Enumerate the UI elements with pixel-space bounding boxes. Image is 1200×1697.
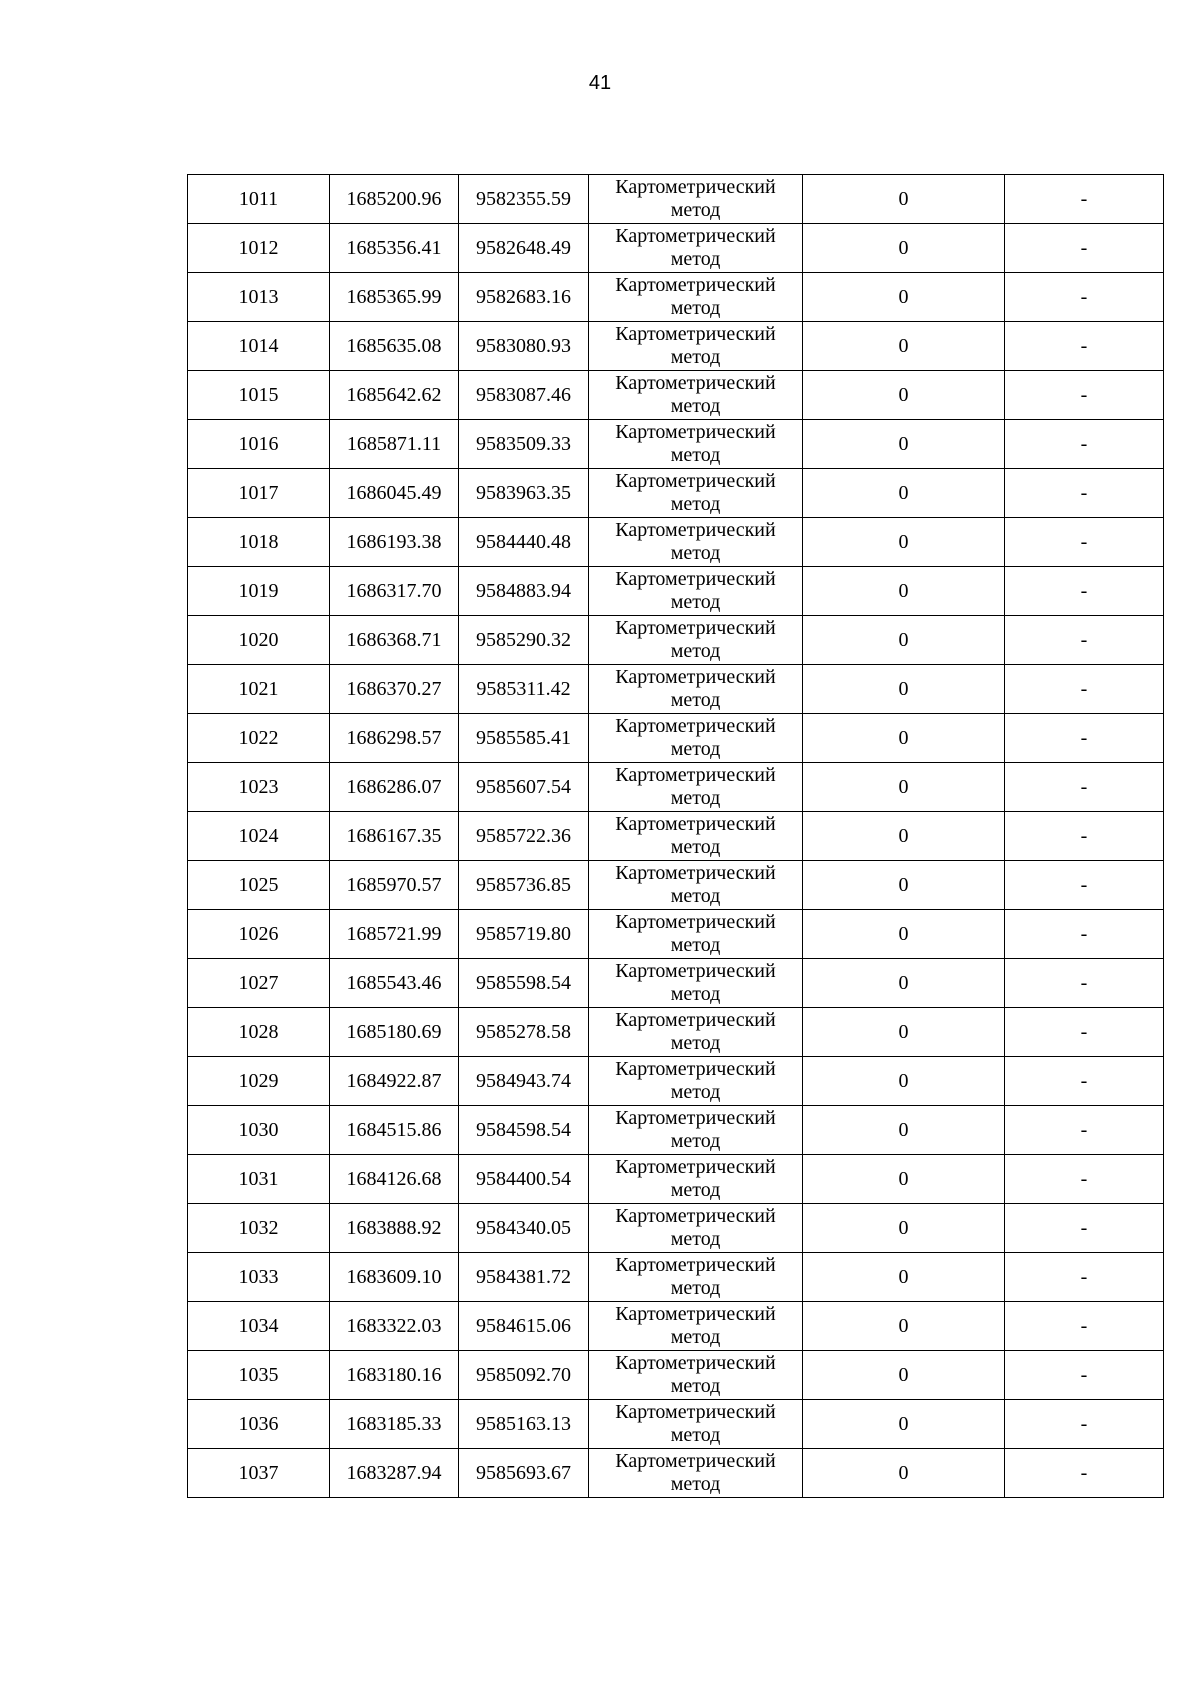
error-cell: 0 [803,910,1005,959]
error-cell: 0 [803,371,1005,420]
x-coordinate-cell: 1685871.11 [330,420,459,469]
point-number-cell: 1012 [188,224,330,273]
method-cell [589,567,803,616]
note-cell: - [1005,1253,1164,1302]
method-line-2: метод [670,493,721,515]
method-cell [589,714,803,763]
y-coordinate-cell: 9585598.54 [459,959,589,1008]
method-line-1: Картометрический [615,1352,776,1374]
point-number-cell: 1036 [188,1400,330,1449]
table-row [188,861,1164,910]
method-cell [589,1155,803,1204]
method-line-1: Картометрический [615,225,776,247]
method-line-1: Картометрический [615,323,776,345]
point-number-cell: 1034 [188,1302,330,1351]
method-line-2: метод [670,1326,721,1348]
point-number-cell: 1011 [188,175,330,224]
point-number-cell: 1017 [188,469,330,518]
note-cell: - [1005,959,1164,1008]
note-cell: - [1005,567,1164,616]
x-coordinate-cell: 1684515.86 [330,1106,459,1155]
method-line-1: Картометрический [615,1107,776,1129]
point-number-cell: 1032 [188,1204,330,1253]
note-cell: - [1005,1155,1164,1204]
method-cell [589,1400,803,1449]
method-cell [589,322,803,371]
method-line-2: метод [670,1228,721,1250]
note-cell: - [1005,371,1164,420]
method-line-1: Картометрический [615,813,776,835]
note-cell: - [1005,420,1164,469]
table-row [188,224,1164,273]
method-line-2: метод [670,640,721,662]
table-row [188,959,1164,1008]
y-coordinate-cell: 9585311.42 [459,665,589,714]
x-coordinate-cell: 1686045.49 [330,469,459,518]
note-cell: - [1005,175,1164,224]
method-line-1: Картометрический [615,1058,776,1080]
note-cell: - [1005,1302,1164,1351]
table-row [188,812,1164,861]
error-cell: 0 [803,665,1005,714]
method-line-1: Картометрический [615,1401,776,1423]
note-cell: - [1005,518,1164,567]
method-cell [589,1351,803,1400]
method-line-1: Картометрический [615,666,776,688]
error-cell: 0 [803,1302,1005,1351]
note-cell: - [1005,861,1164,910]
method-line-1: Картометрический [615,764,776,786]
y-coordinate-cell: 9585092.70 [459,1351,589,1400]
table-row [188,1449,1164,1498]
x-coordinate-cell: 1683888.92 [330,1204,459,1253]
method-line-1: Картометрический [615,715,776,737]
y-coordinate-cell: 9584400.54 [459,1155,589,1204]
error-cell: 0 [803,763,1005,812]
error-cell: 0 [803,1155,1005,1204]
note-cell: - [1005,224,1164,273]
table-row [188,1351,1164,1400]
x-coordinate-cell: 1683180.16 [330,1351,459,1400]
x-coordinate-cell: 1686317.70 [330,567,459,616]
x-coordinate-cell: 1686286.07 [330,763,459,812]
table-row [188,322,1164,371]
point-number-cell: 1018 [188,518,330,567]
method-cell [589,371,803,420]
method-line-1: Картометрический [615,176,776,198]
method-line-1: Картометрический [615,1156,776,1178]
method-cell [589,763,803,812]
error-cell: 0 [803,567,1005,616]
method-cell [589,224,803,273]
point-number-cell: 1021 [188,665,330,714]
y-coordinate-cell: 9585607.54 [459,763,589,812]
point-number-cell: 1030 [188,1106,330,1155]
error-cell: 0 [803,1351,1005,1400]
method-cell [589,1106,803,1155]
error-cell: 0 [803,1057,1005,1106]
note-cell: - [1005,1449,1164,1498]
method-cell [589,469,803,518]
y-coordinate-cell: 9585585.41 [459,714,589,763]
y-coordinate-cell: 9584340.05 [459,1204,589,1253]
point-number-cell: 1014 [188,322,330,371]
y-coordinate-cell: 9582648.49 [459,224,589,273]
method-cell [589,518,803,567]
point-number-cell: 1025 [188,861,330,910]
y-coordinate-cell: 9585278.58 [459,1008,589,1057]
method-line-2: метод [670,1277,721,1299]
method-cell [589,959,803,1008]
method-line-1: Картометрический [615,519,776,541]
table-row [188,1008,1164,1057]
method-line-1: Картометрический [615,911,776,933]
point-number-cell: 1027 [188,959,330,1008]
table-row [188,714,1164,763]
error-cell: 0 [803,616,1005,665]
note-cell: - [1005,273,1164,322]
method-line-2: метод [670,248,721,270]
method-cell [589,1008,803,1057]
table-row [188,1057,1164,1106]
table-row [188,371,1164,420]
note-cell: - [1005,322,1164,371]
table-body [188,175,1164,1498]
point-number-cell: 1016 [188,420,330,469]
error-cell: 0 [803,1449,1005,1498]
y-coordinate-cell: 9584440.48 [459,518,589,567]
method-cell [589,665,803,714]
table-row [188,1155,1164,1204]
error-cell: 0 [803,322,1005,371]
x-coordinate-cell: 1685200.96 [330,175,459,224]
y-coordinate-cell: 9584615.06 [459,1302,589,1351]
x-coordinate-cell: 1685180.69 [330,1008,459,1057]
y-coordinate-cell: 9583509.33 [459,420,589,469]
page-number: 41 [588,72,612,94]
point-number-cell: 1019 [188,567,330,616]
error-cell: 0 [803,1106,1005,1155]
table-row [188,1302,1164,1351]
x-coordinate-cell: 1684922.87 [330,1057,459,1106]
method-line-2: метод [670,836,721,858]
y-coordinate-cell: 9584381.72 [459,1253,589,1302]
error-cell: 0 [803,273,1005,322]
note-cell: - [1005,1008,1164,1057]
y-coordinate-cell: 9583080.93 [459,322,589,371]
point-number-cell: 1031 [188,1155,330,1204]
x-coordinate-cell: 1683322.03 [330,1302,459,1351]
note-cell: - [1005,616,1164,665]
table-row [188,665,1164,714]
method-line-2: метод [670,1130,721,1152]
error-cell: 0 [803,224,1005,273]
y-coordinate-cell: 9585693.67 [459,1449,589,1498]
method-line-2: метод [670,1081,721,1103]
method-line-1: Картометрический [615,617,776,639]
method-cell [589,1449,803,1498]
note-cell: - [1005,469,1164,518]
note-cell: - [1005,763,1164,812]
note-cell: - [1005,1057,1164,1106]
x-coordinate-cell: 1684126.68 [330,1155,459,1204]
method-line-2: метод [670,199,721,221]
method-line-2: метод [670,1424,721,1446]
method-cell [589,273,803,322]
note-cell: - [1005,812,1164,861]
point-number-cell: 1022 [188,714,330,763]
point-number-cell: 1015 [188,371,330,420]
method-cell [589,420,803,469]
note-cell: - [1005,1106,1164,1155]
point-number-cell: 1023 [188,763,330,812]
method-line-1: Картометрический [615,1450,776,1472]
method-line-2: метод [670,934,721,956]
method-cell [589,175,803,224]
x-coordinate-cell: 1686167.35 [330,812,459,861]
method-line-1: Картометрический [615,1009,776,1031]
method-line-2: метод [670,1473,721,1495]
point-number-cell: 1026 [188,910,330,959]
note-cell: - [1005,1204,1164,1253]
method-line-1: Картометрический [615,470,776,492]
error-cell: 0 [803,1204,1005,1253]
error-cell: 0 [803,861,1005,910]
method-line-1: Картометрический [615,960,776,982]
y-coordinate-cell: 9584943.74 [459,1057,589,1106]
x-coordinate-cell: 1683287.94 [330,1449,459,1498]
method-cell [589,812,803,861]
method-line-2: метод [670,983,721,1005]
x-coordinate-cell: 1686193.38 [330,518,459,567]
table-row [188,1106,1164,1155]
x-coordinate-cell: 1685721.99 [330,910,459,959]
method-line-1: Картометрический [615,1303,776,1325]
method-line-1: Картометрический [615,568,776,590]
method-line-2: метод [670,1032,721,1054]
method-line-1: Картометрический [615,862,776,884]
x-coordinate-cell: 1685642.62 [330,371,459,420]
method-line-2: метод [670,885,721,907]
x-coordinate-cell: 1686368.71 [330,616,459,665]
method-line-2: метод [670,1375,721,1397]
table-row [188,910,1164,959]
method-cell [589,861,803,910]
method-cell [589,1057,803,1106]
method-cell [589,1204,803,1253]
method-line-1: Картометрический [615,1205,776,1227]
error-cell: 0 [803,469,1005,518]
table-row [188,567,1164,616]
point-number-cell: 1037 [188,1449,330,1498]
method-line-2: метод [670,542,721,564]
note-cell: - [1005,1400,1164,1449]
point-number-cell: 1033 [188,1253,330,1302]
y-coordinate-cell: 9582355.59 [459,175,589,224]
x-coordinate-cell: 1686298.57 [330,714,459,763]
method-line-1: Картометрический [615,1254,776,1276]
y-coordinate-cell: 9585722.36 [459,812,589,861]
table-row [188,616,1164,665]
error-cell: 0 [803,812,1005,861]
y-coordinate-cell: 9585290.32 [459,616,589,665]
method-line-2: метод [670,689,721,711]
y-coordinate-cell: 9585163.13 [459,1400,589,1449]
method-line-2: метод [670,1179,721,1201]
point-number-cell: 1013 [188,273,330,322]
error-cell: 0 [803,420,1005,469]
error-cell: 0 [803,959,1005,1008]
error-cell: 0 [803,714,1005,763]
table-row [188,1400,1164,1449]
y-coordinate-cell: 9585719.80 [459,910,589,959]
method-line-2: метод [670,395,721,417]
method-line-2: метод [670,297,721,319]
method-line-1: Картометрический [615,274,776,296]
y-coordinate-cell: 9583963.35 [459,469,589,518]
method-line-2: метод [670,346,721,368]
method-cell [589,1253,803,1302]
y-coordinate-cell: 9585736.85 [459,861,589,910]
table-row [188,175,1164,224]
x-coordinate-cell: 1683609.10 [330,1253,459,1302]
note-cell: - [1005,910,1164,959]
x-coordinate-cell: 1685635.08 [330,322,459,371]
method-cell [589,910,803,959]
point-number-cell: 1024 [188,812,330,861]
method-line-1: Картометрический [615,421,776,443]
x-coordinate-cell: 1685543.46 [330,959,459,1008]
note-cell: - [1005,714,1164,763]
x-coordinate-cell: 1685356.41 [330,224,459,273]
y-coordinate-cell: 9582683.16 [459,273,589,322]
error-cell: 0 [803,1008,1005,1057]
table-row [188,763,1164,812]
method-line-2: метод [670,591,721,613]
x-coordinate-cell: 1685365.99 [330,273,459,322]
coordinates-table [187,174,1164,1498]
x-coordinate-cell: 1686370.27 [330,665,459,714]
point-number-cell: 1028 [188,1008,330,1057]
x-coordinate-cell: 1685970.57 [330,861,459,910]
error-cell: 0 [803,175,1005,224]
y-coordinate-cell: 9583087.46 [459,371,589,420]
method-line-2: метод [670,738,721,760]
note-cell: - [1005,1351,1164,1400]
table-row [188,420,1164,469]
table-row [188,1253,1164,1302]
method-cell [589,616,803,665]
table-row [188,518,1164,567]
table-row [188,273,1164,322]
point-number-cell: 1035 [188,1351,330,1400]
y-coordinate-cell: 9584598.54 [459,1106,589,1155]
method-line-2: метод [670,444,721,466]
table-row [188,469,1164,518]
method-cell [589,1302,803,1351]
point-number-cell: 1020 [188,616,330,665]
method-line-1: Картометрический [615,372,776,394]
error-cell: 0 [803,1400,1005,1449]
point-number-cell: 1029 [188,1057,330,1106]
method-line-2: метод [670,787,721,809]
note-cell: - [1005,665,1164,714]
error-cell: 0 [803,518,1005,567]
error-cell: 0 [803,1253,1005,1302]
table-row [188,1204,1164,1253]
y-coordinate-cell: 9584883.94 [459,567,589,616]
x-coordinate-cell: 1683185.33 [330,1400,459,1449]
